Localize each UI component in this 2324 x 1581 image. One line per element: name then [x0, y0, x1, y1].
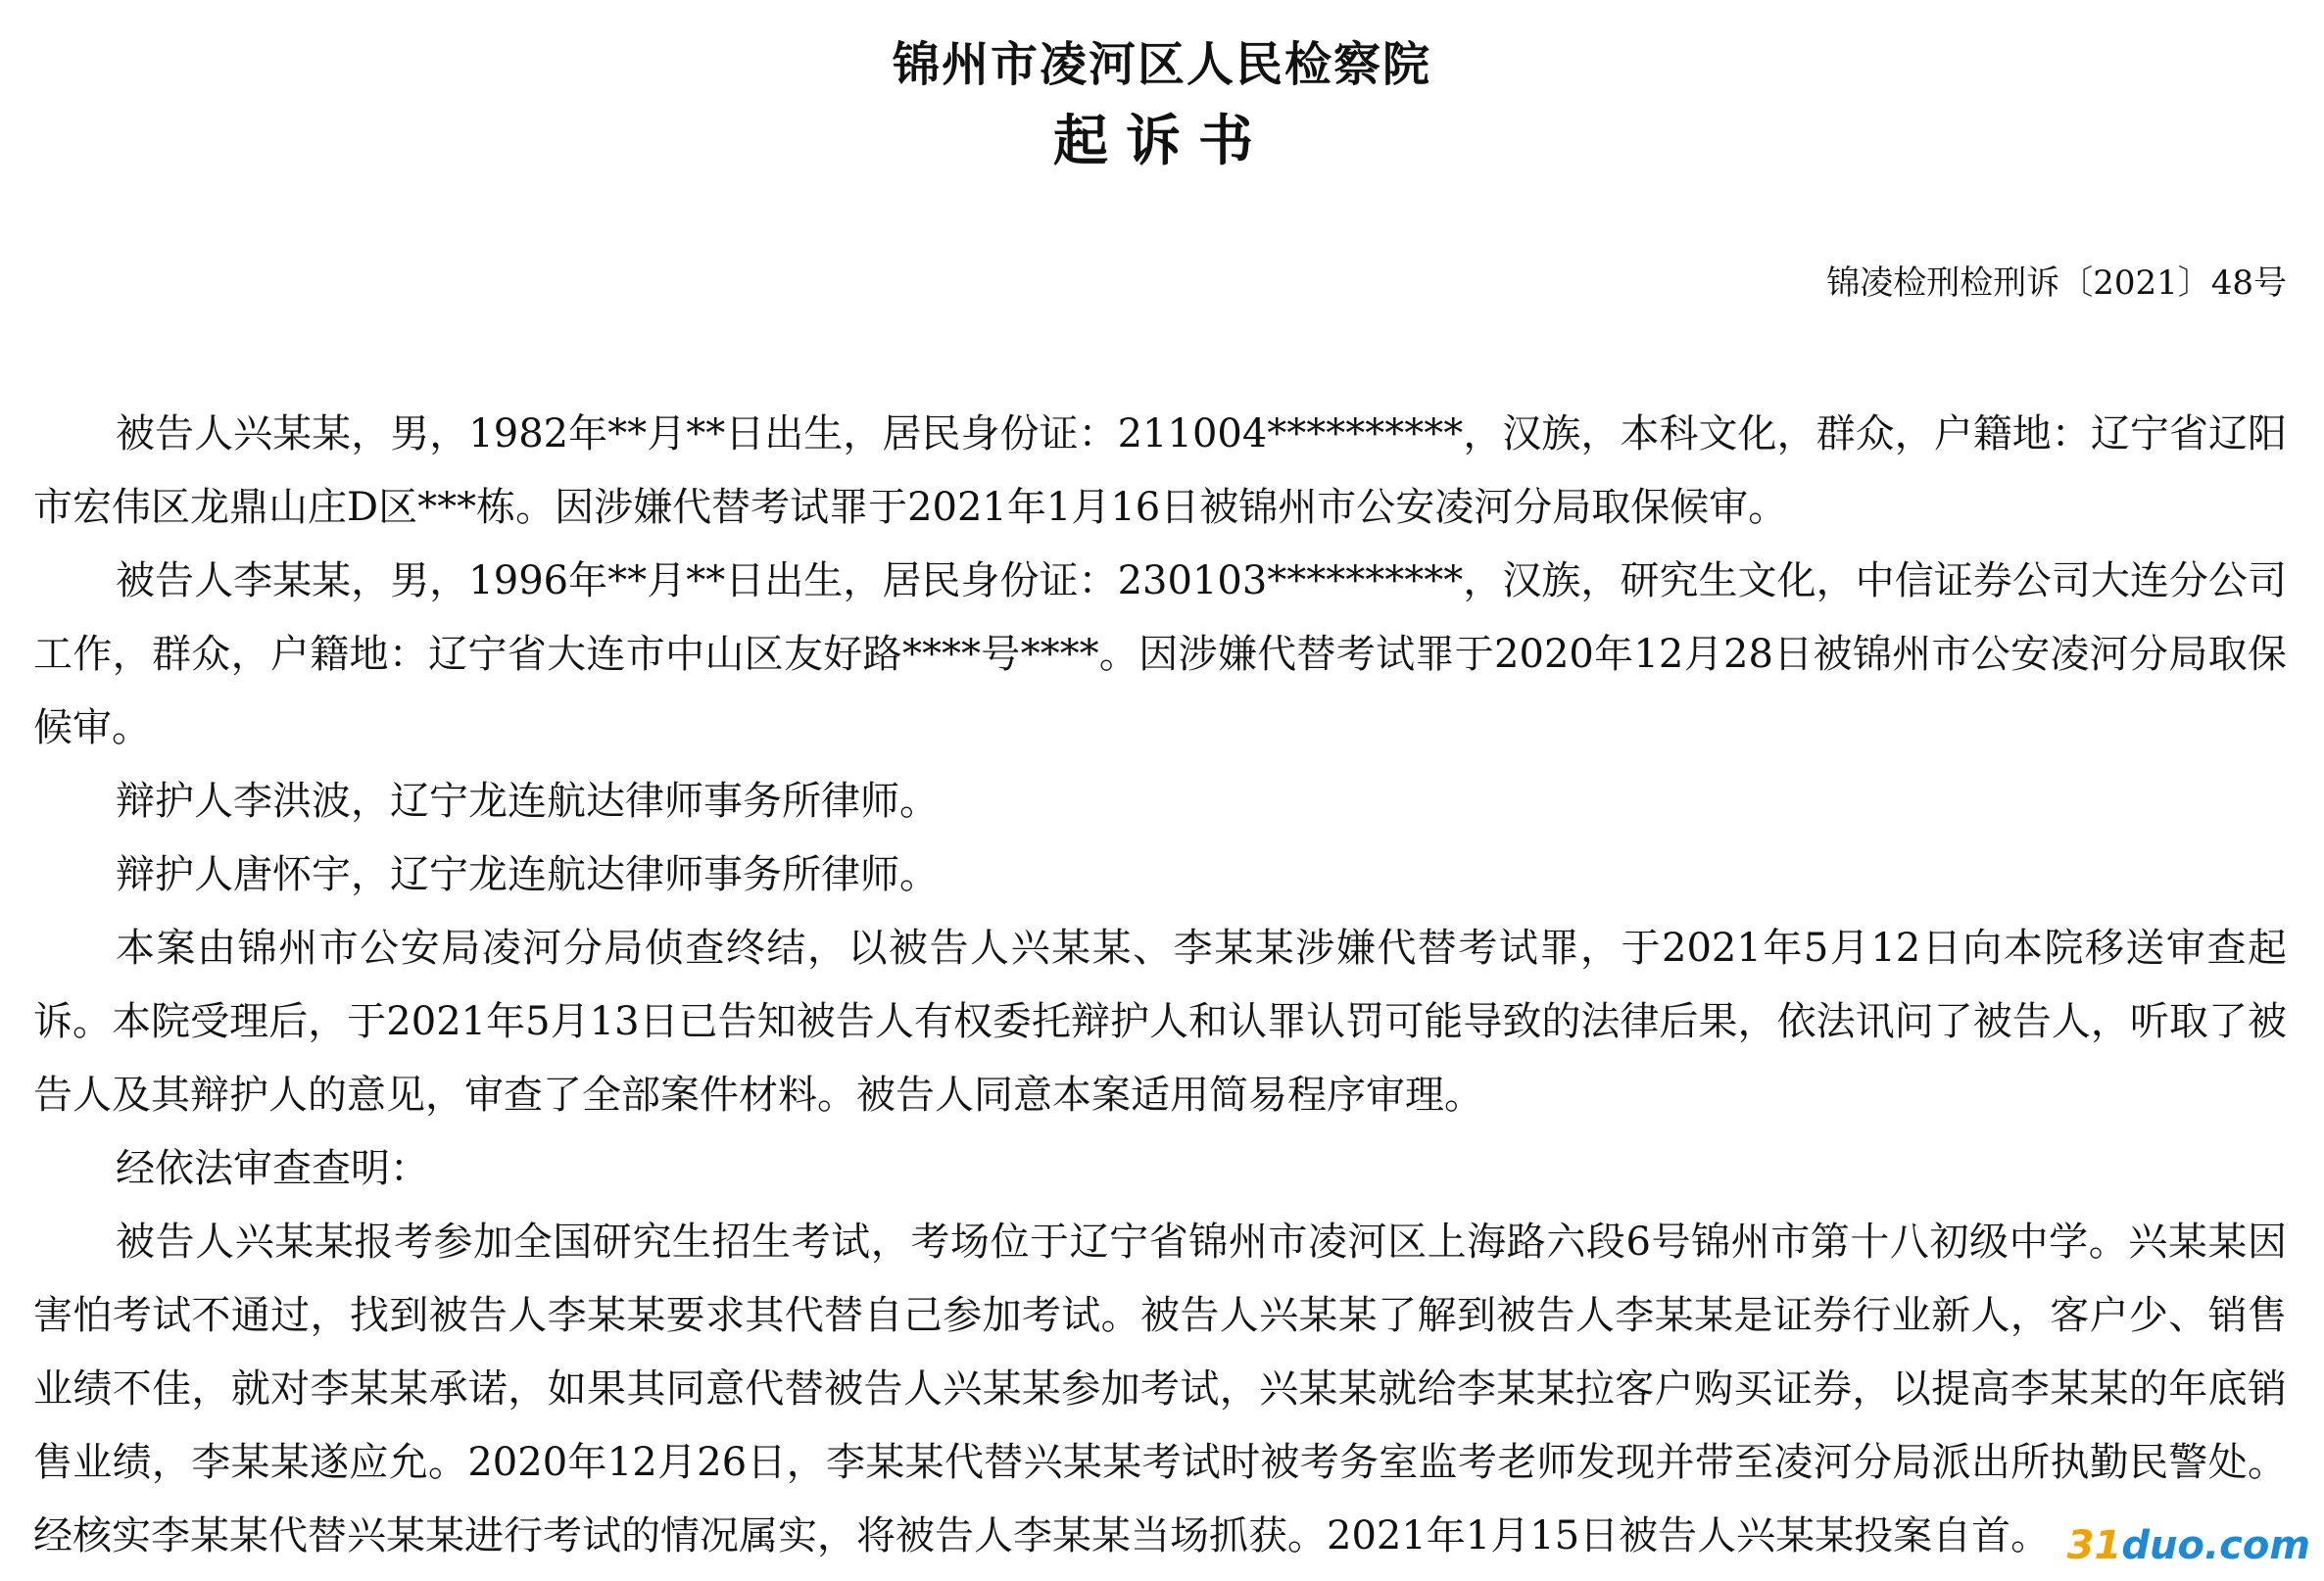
- watermark-number: 31: [2066, 1523, 2122, 1568]
- site-watermark: [2067, 1522, 2310, 1569]
- paragraph-defendant-li: 被告人李某某，男，1996年**月**日出生，居民身份证：230103**********，汉族，研究生文化，中信证券公司大连分公司工作，群众，户籍地：辽宁省大连市中山区友好路****号****。因涉嫌代替考试罪于2020年12月28日被锦州市公安凌河分局取保候审。: [33, 558, 2287, 750]
- organization-name: 锦州市凌河区人民检察院: [892, 37, 1431, 92]
- document-title: 起诉书: [1053, 109, 1271, 173]
- watermark-text: duo.com: [2121, 1523, 2310, 1568]
- paragraph-defender-li: 辩护人李洪波，辽宁龙连航达律师事务所律师。: [116, 779, 939, 824]
- paragraph-case-procedure: 本案由锦州市公安局凌河分局侦查终结，以被告人兴某某、李某某涉嫌代替考试罪，于2021年5月12日向本院移送审查起诉。本院受理后，于2021年5月13日已告知被告人有权委托辩护人和认罪认罚可能导致的法律后果，依法讯问了被告人，听取了被告人及其辩护人的意见，审查了全部案件材料。被告人同意本案适用简易程序审理。: [33, 926, 2287, 1118]
- paragraph-findings-heading: 经依法审查查明：: [116, 1146, 429, 1191]
- paragraph-defendant-xing: 被告人兴某某，男，1982年**月**日出生，居民身份证：211004**********，汉族，本科文化，群众，户籍地：辽宁省辽阳市宏伟区龙鼎山庄D区***栋。因涉嫌代替考试罪于2021年1月16日被锦州市公安凌河分局取保候审。: [33, 411, 2287, 530]
- document-body: [33, 398, 2287, 1573]
- paragraph-defender-tang: 辩护人唐怀宇，辽宁龙连航达律师事务所律师。: [116, 852, 939, 897]
- paragraph-facts: 被告人兴某某报考参加全国研究生招生考试，考场位于辽宁省锦州市凌河区上海路六段6号锦州市第十八初级中学。兴某某因害怕考试不通过，找到被告人李某某要求其代替自己参加考试。被告人兴某某了解到被告人李某某是证券行业新人，客户少、销售业绩不佳，就对李某某承诺，如果其同意代替被告人兴某某参加考试，兴某某就给李某某拉客户购买证券，以提高李某某的年底销售业绩，李某某遂应允。2020年12月26日，李某某代替兴某某考试时被考务室监考老师发现并带至凌河分局派出所执勤民警处。经核实李某某代替兴某某进行考试的情况属实，将被告人李某某当场抓获。2021年1月15日被告人兴某某投案自首。: [33, 1220, 2287, 1558]
- document-number: 锦凌检刑检刑诉〔2021〕48号: [1826, 264, 2287, 303]
